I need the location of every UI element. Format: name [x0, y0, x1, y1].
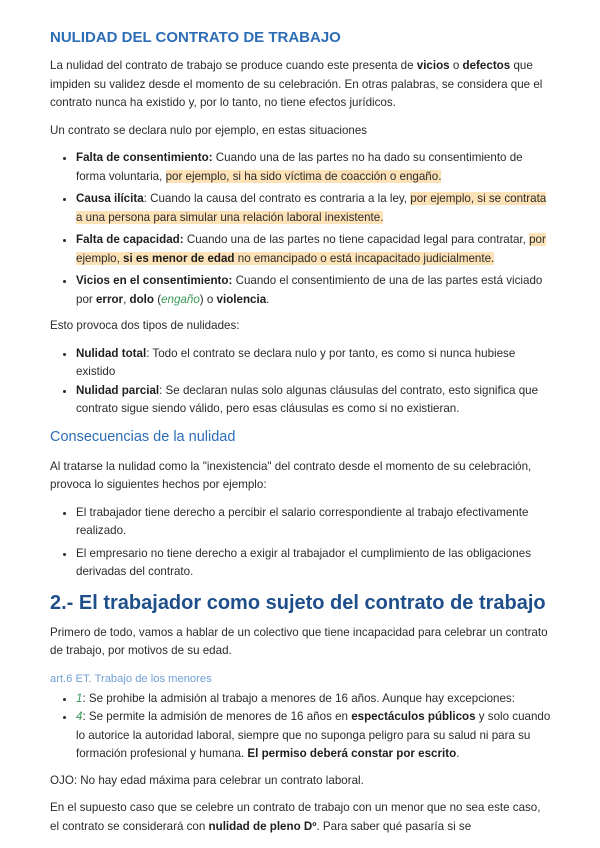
green-italic-text: engaño: [161, 292, 200, 306]
paragraph-types-intro: Esto provoca dos tipos de nulidades:: [50, 319, 240, 332]
text: (: [153, 292, 162, 306]
text: : Cuando la causa del contrato es contraria a la ley,: [143, 192, 411, 205]
bold-text: violencia: [216, 292, 267, 306]
bold-text: Falta de capacidad:: [76, 233, 184, 246]
section-title-nulidad: NULIDAD DEL CONTRATO DE TRABAJO: [50, 29, 341, 46]
text: o: [449, 59, 463, 72]
text: ) o: [199, 292, 217, 306]
bold-text: Vicios en el consentimiento:: [76, 274, 233, 287]
text: La nulidad del contrato de trabajo se produce cuando este presenta de: [50, 59, 417, 72]
green-italic-text: 1: [76, 691, 83, 705]
text: Cuando una de las partes no ha dado su consentimiento de forma voluntaria,: [76, 151, 523, 183]
list-item: • El trabajador tiene derecho a percibir el salario correspondiente al trabajo efectivamente realizado.: [76, 504, 552, 541]
bold-text: defectos: [462, 59, 511, 72]
green-italic-text: 4: [76, 710, 83, 723]
highlighted-text: por ejemplo,: [76, 233, 546, 265]
list-item: [76, 382, 552, 419]
section-title-trabajador: 2.- El trabajador como sujeto del contrato de trabajo: [50, 591, 546, 614]
list-item: [76, 345, 552, 382]
bold-text: Causa ilícita: [76, 192, 144, 205]
list-item: [76, 231, 552, 268]
text: : Se declaran nulas solo algunas cláusulas del contrato, esto significa que contrato sigue siendo válido, pero esas cláusulas es como si no existieran.: [76, 383, 539, 415]
paragraph-situations-intro: Un contrato se declara nulo por ejemplo, en estas situaciones: [50, 123, 368, 137]
list-item: [76, 690, 552, 709]
highlighted-bold-text: si es menor de edad: [123, 251, 235, 265]
text: .: [266, 292, 270, 306]
paragraph-ojo-note: OJO: No hay edad máxima para celebrar un contrato laboral.: [50, 773, 364, 787]
bold-text: espectáculos públicos: [351, 710, 476, 723]
highlighted-text: no emancipado o está incapacitado judicialmente.: [234, 251, 495, 265]
highlighted-text: por ejemplo, si ha sido víctima de coacción o engaño.: [165, 169, 442, 183]
art6-list: [50, 690, 552, 764]
text: En el supuesto caso que se celebre un contrato de trabajo con un menor que no sea este caso, el contrato se considerará con: [50, 801, 541, 833]
text: : Se prohibe la admisión al trabajo a menores de 16 años. Aunque hay excepciones:: [82, 691, 515, 705]
list-item: • El empresario no tiene derecho a exigir al trabajador el cumplimiento de las obligaciones derivadas del contrato.: [76, 545, 552, 582]
situations-list: [50, 149, 552, 309]
text: ,: [123, 292, 130, 306]
nullity-types-list: [50, 345, 552, 419]
list-item: [76, 272, 552, 309]
bold-text: error: [95, 292, 124, 306]
consequences-list: [50, 504, 552, 582]
text: que impiden su validez desde el momento de su celebración. En otras palabras, se considera que el contrato nunca ha existido y, por lo tanto, no tiene efectos jurídicos.: [50, 59, 543, 109]
bold-text: dolo: [129, 292, 154, 306]
paragraph-definition: [50, 57, 552, 113]
bold-text: nulidad de pleno Dº: [208, 819, 317, 833]
subsection-title-art6: art.6 ET. Trabajo de los menores: [50, 672, 212, 685]
text: : Se permite la admisión de menores de 16 años en: [82, 710, 352, 723]
list-item: [76, 149, 552, 186]
bold-text: Nulidad parcial: [76, 383, 160, 397]
paragraph-collective-intro: Primero de todo, vamos a hablar de un colectivo que tiene incapacidad para celebrar un contrato de trabajo, por motivos de su edad.: [50, 625, 548, 657]
list-item: [76, 190, 552, 227]
list-item: [76, 708, 552, 764]
text: Cuando una de las partes no tiene capacidad legal para contratar,: [183, 233, 530, 246]
bold-text: Nulidad total: [76, 346, 147, 360]
text: : Todo el contrato se declara nulo y por tanto, es como si nunca hubiese existido: [76, 346, 516, 378]
bold-text: vicios: [416, 59, 450, 72]
bold-text: Falta de consentimiento:: [76, 151, 213, 164]
text: y solo cuando lo autorice la autoridad laboral, siempre que no suponga peligro para su salud ni para su formación profesional y humana.: [76, 710, 551, 760]
bold-text: El permiso deberá constar por escrito: [247, 747, 457, 760]
paragraph-consequences-intro: Al tratarse la nulidad como la "inexistencia" del contrato desde el momento de su celebración, provoca lo siguientes hechos por ejemplo:: [50, 459, 532, 491]
text: . Para saber qué pasaría si se: [316, 819, 472, 833]
highlighted-text: por ejemplo, si se contrata a una persona para simular una relación laboral inexistente.: [76, 192, 547, 224]
text: Cuando el consentimiento de una de las partes está viciado por: [76, 274, 543, 306]
section-title-consecuencias: Consecuencias de la nulidad: [50, 428, 236, 445]
paragraph-nullity-minor: [50, 799, 552, 836]
text: .: [456, 747, 460, 760]
